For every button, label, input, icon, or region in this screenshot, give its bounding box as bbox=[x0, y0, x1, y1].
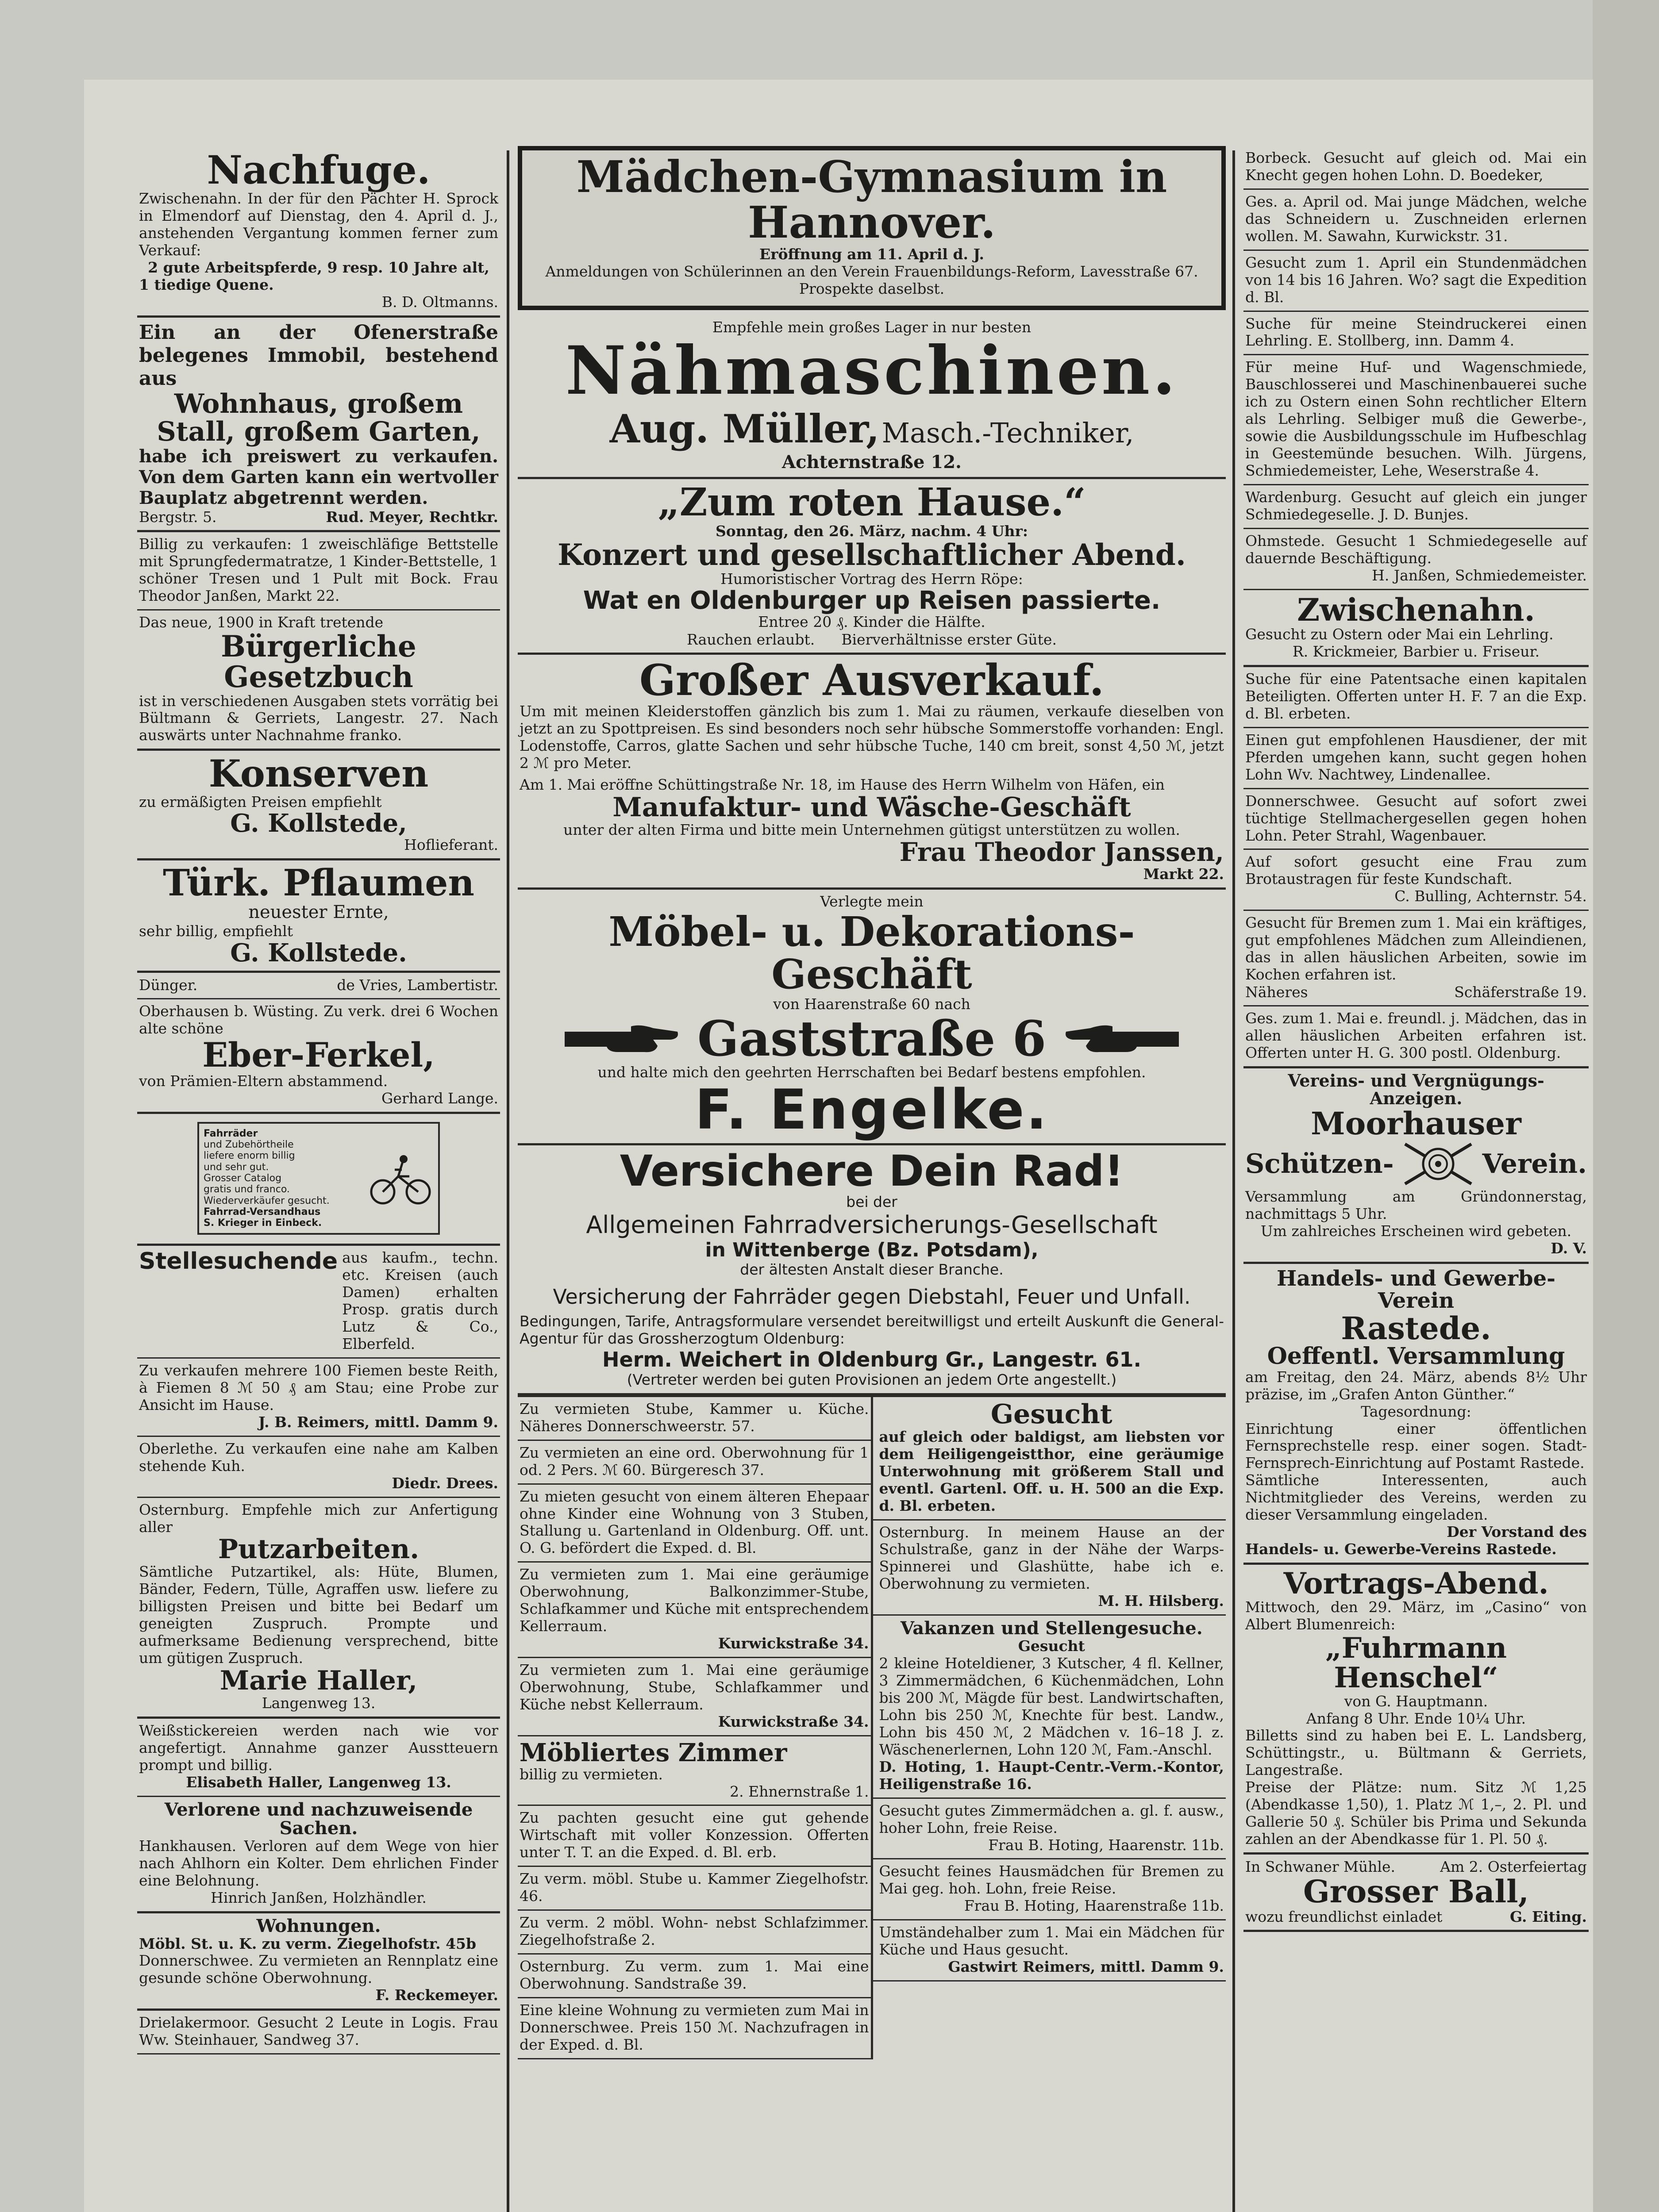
ad-text: Suche für eine Patentsache einen kapitalen Beteiligten. Offerten unter H. F. 7 an die Exp. d. Bl. erbeten. bbox=[1245, 670, 1587, 722]
ad-text: In Schwaner Mühle. bbox=[1245, 1858, 1395, 1876]
ad-text: Zu verm. möbl. Stube u. Kammer Ziegelhofstr. 46. bbox=[520, 1870, 869, 1905]
ad-item: 1 tiedige Quene. bbox=[139, 276, 274, 294]
ad-subtitle: „Fuhrmann Henschel“ bbox=[1325, 1632, 1507, 1695]
ad-text: Einen gut empfohlenen Hausdiener, der mit Pferden umgehen kann, sucht gegen hohen Lohn Wv. Nachtwey, Lindenallee. bbox=[1245, 731, 1587, 783]
ad-text: Am 2. Osterfeiertag bbox=[1440, 1858, 1587, 1876]
ad-text: Donnerschwee. Zu vermieten an Rennplatz eine gesunde schöne Oberwohnung. bbox=[139, 1952, 498, 1987]
ad-text: Das neue, 1900 in Kraft tretende bbox=[139, 613, 384, 631]
ad-text: Zu vermieten zum 1. Mai eine geräumige Oberwohnung, Balkonzimmer-Stube, Schlafkammer und Küche mit entsprechendem Kellerraum. bbox=[520, 1566, 869, 1635]
ad-signature: Gastwirt Reimers, mittl. Damm 9. bbox=[948, 1958, 1224, 1976]
ad-title: Gesucht bbox=[990, 1398, 1112, 1430]
ad-signature: C. Bulling, Achternstr. 54. bbox=[1394, 887, 1587, 905]
ad-text: auf gleich oder baldigst, am liebsten vor dem Heiligengeistthor, eine geräumige Unterwohnung mit größerem Stall und eventl. Gartenl. Off. u. H. 500 an die Exp. d. Bl. erbeten. bbox=[879, 1428, 1224, 1514]
ad-text: Borbeck. Gesucht auf gleich od. Mai ein Knecht gegen hohen Lohn. D. Boedeker, bbox=[1245, 149, 1587, 184]
ad-text: Billig zu verkaufen: 1 zweischläfige Bettstelle mit Sprungfedermatratze, 1 Kinder-Bettstelle, 1 schöner Tresen und 1 Pult mit Bock. Frau Theodor Janßen, Markt 22. bbox=[139, 535, 498, 605]
ad-fahrradversicherung bbox=[518, 1145, 1226, 1395]
ad-text: Gesucht zu Ostern oder Mai ein Lehrling. bbox=[1245, 626, 1554, 643]
target-crossed-rifles-icon bbox=[1403, 1140, 1474, 1188]
box-text: Fahrrad-Versandhaus bbox=[204, 1206, 321, 1217]
ad-title: Versichere Dein Rad! bbox=[620, 1146, 1124, 1196]
ad-ausverkauf bbox=[518, 655, 1226, 889]
box-text: Fahrräder bbox=[204, 1128, 258, 1139]
ad-text: Suche für meine Steindruckerei einen Lehrling. E. Stollberg, inn. Damm 4. bbox=[1245, 315, 1587, 349]
ad-signature: Frau B. Hoting, Haarenstr. 11b. bbox=[988, 1836, 1224, 1854]
bicycle-icon bbox=[367, 1152, 434, 1205]
ad-text: Weißstickereien werden nach wie vor angefertigt. Annahme ganzer Ausstteuern prompt und billig. bbox=[139, 1722, 498, 1774]
ad-text: Preise der Plätze: num. Sitz ℳ 1,25 (Abendkasse 1,50), 1. Platz ℳ 1,–, 2. Pl. und Gallerie 50 ₰. Schüler bis Prima und Sekunda zahlen an der Abendkasse für 1. Pl. 50 ₰. bbox=[1245, 1778, 1587, 1848]
ad-text: Humoristischer Vortrag des Herrn Röpe: bbox=[720, 570, 1023, 588]
ad-signature: F. Reckemeyer. bbox=[375, 1986, 498, 2004]
ad-konserven bbox=[137, 751, 500, 860]
ad-name: G. Kollstede. bbox=[230, 938, 407, 968]
ad-title: Mädchen-Gymnasium in Hannover. bbox=[576, 152, 1167, 248]
ad-name: G. Kollstede, bbox=[230, 809, 407, 838]
ad-signature: Der Vorstand des bbox=[1447, 1523, 1587, 1541]
ad-text: Ohmstede. Gesucht 1 Schmiedegeselle auf dauernde Beschäftigung. bbox=[1245, 532, 1587, 567]
ad-text: Ges. a. April od. Mai junge Mädchen, welche das Schneidern u. Zuschneiden erlernen wollen. M. Sawahn, Kurwickstr. 31. bbox=[1245, 192, 1587, 245]
section-title: Wohnungen. bbox=[256, 1915, 381, 1936]
ad-text: neuester Ernte, bbox=[248, 902, 389, 923]
ad-title: Bürgerliche Gesetzbuch bbox=[221, 629, 416, 695]
ad-text: und halte mich den geehrten Herrschaften bei Bedarf bestens empfohlen. bbox=[597, 1064, 1146, 1081]
ad-text: Osternburg. Empfehle mich zur Anfertigung aller bbox=[139, 1501, 498, 1536]
ad-text: Hoflieferant. bbox=[404, 836, 498, 854]
ad-text: Zu vermieten Stube, Kammer u. Küche. Näheres Donnerschweerstr. 57. bbox=[520, 1400, 869, 1435]
ad-signature: M. H. Hilsberg. bbox=[1098, 1592, 1224, 1610]
ad-text: Wardenburg. Gesucht auf gleich ein junger Schmiedegeselle. J. D. Bunjes. bbox=[1245, 488, 1587, 523]
ad-title: Schützen- bbox=[1245, 1148, 1394, 1180]
ad-text: Gesucht feines Hausmädchen für Bremen zu Mai geg. hoh. Lohn, freie Reise. bbox=[879, 1863, 1224, 1897]
ad-pflaumen bbox=[137, 860, 500, 973]
ad-address: 2. Ehnernstraße 1. bbox=[730, 1782, 869, 1800]
ad-text: Sämtliche Putzartikel, als: Hüte, Blumen, Bänder, Federn, Tülle, Agraffen usw. liefere zu billigsten Preisen und bitte bei Bedarf um geneigten Zuspruch. Prompte und aufmerksame Bedienung versprechend, bitte um gütigen Zuspruch. bbox=[139, 1563, 498, 1667]
section-title: Vereins- und Vergnügungs-Anzeigen. bbox=[1288, 1070, 1544, 1108]
ad-text: zu ermäßigten Preisen empfiehlt bbox=[139, 793, 382, 810]
ad-bettstelle bbox=[137, 532, 500, 611]
column-middle bbox=[518, 146, 1226, 2212]
ad-title: Konserven bbox=[208, 752, 429, 796]
ad-signature: Elisabeth Haller, Langenweg 13. bbox=[186, 1773, 451, 1791]
ad-title: Türk. Pflaumen bbox=[162, 862, 474, 905]
ad-name: Marie Haller, bbox=[219, 1665, 418, 1697]
column-left bbox=[137, 146, 500, 2212]
ad-text: Drielakermoor. Gesucht 2 Leute in Logis. Frau Ww. Steinhauer, Sandweg 37. bbox=[139, 2014, 498, 2049]
ad-title: Rastede. bbox=[1341, 1310, 1491, 1347]
ad-text: aus kaufm., techn. etc. Kreisen (auch Damen) erhalten Prosp. gratis durch Lutz & Co., Elberfeld. bbox=[342, 1249, 498, 1353]
ad-signature: B. D. Oltmanns. bbox=[381, 293, 498, 311]
ad-signature: J. B. Reimers, mittl. Damm 9. bbox=[258, 1413, 498, 1431]
ad-title: Vortrags-Abend. bbox=[1283, 1566, 1549, 1601]
box-text: gratis und franco. bbox=[204, 1184, 290, 1195]
ad-text: der ältesten Anstalt dieser Branche. bbox=[740, 1261, 1004, 1279]
ad-text: Zu vermieten an eine ord. Oberwohnung für 1 od. 2 Pers. ℳ 60. Bürgeresch 37. bbox=[520, 1444, 869, 1479]
ad-logis bbox=[137, 2011, 500, 2055]
ad-subtitle: Wat en Oldenburger up Reisen passierte. bbox=[583, 586, 1161, 615]
ad-ferkel bbox=[137, 999, 500, 1114]
ad-putz bbox=[137, 1498, 500, 1719]
ad-text: Tagesordnung: bbox=[1361, 1402, 1471, 1420]
ad-moebel bbox=[518, 890, 1226, 1146]
box-text: und Zubehörtheile bbox=[204, 1139, 294, 1151]
ad-title: Möbliertes Zimmer bbox=[520, 1738, 787, 1767]
ad-subtitle: Gesucht bbox=[1018, 1637, 1085, 1655]
ad-naehmaschinen bbox=[518, 315, 1226, 480]
ad-text: Billetts sind zu haben bei E. L. Landsberg, Schüttingstr., u. Bültmann & Gerriets, Langestraße. bbox=[1245, 1727, 1587, 1779]
ad-verloren bbox=[137, 1797, 500, 1913]
ad-text: Versammlung am Gründonnerstag, nachmittags 5 Uhr. bbox=[1245, 1188, 1587, 1223]
ad-text: Osternburg. In meinem Hause an der Schulstraße, ganz in der Nähe der Warps-Spinnerei und Glashütte, habe ich e. Oberwohnung zu vermieten. bbox=[879, 1523, 1224, 1593]
ad-stellesuchende bbox=[137, 1246, 500, 1359]
ad-title: „Zum roten Hause.“ bbox=[658, 480, 1086, 525]
box-text: Grosser Catalog bbox=[204, 1172, 282, 1184]
ad-title: Eber-Ferkel, bbox=[202, 1035, 435, 1075]
column-right bbox=[1243, 146, 1589, 2212]
ad-text: Osternburg. Zu verm. zum 1. Mai eine Oberwohnung. Sandstraße 39. bbox=[520, 1958, 869, 1992]
ad-text: Umständehalber zum 1. Mai ein Mädchen für Küche und Haus gesucht. bbox=[879, 1924, 1224, 1959]
ad-title: Zwischenahn. bbox=[1297, 591, 1535, 628]
ad-text: Näheres bbox=[1245, 983, 1308, 1001]
ad-text: Prospekte daselbst. bbox=[799, 280, 945, 297]
ad-text: von G. Hauptmann. bbox=[1344, 1692, 1488, 1710]
ad-text: Gesucht zum 1. April ein Stundenmädchen von 14 bis 16 Jahren. Wo? sagt die Expedition d. Bl. bbox=[1245, 253, 1587, 306]
ad-signature: Diedr. Drees. bbox=[392, 1474, 498, 1492]
ad-text: Anmeldungen von Schülerinnen an den Verein Frauenbildungs-Reform, Lavesstraße 67. bbox=[545, 262, 1198, 280]
fahrrad-box bbox=[197, 1122, 440, 1235]
section-title: Vakanzen und Stellengesuche. bbox=[900, 1618, 1203, 1639]
ad-text: Um mit meinen Kleiderstoffen gänzlich bis zum 1. Mai zu räumen, verkaufe dieselben von jetzt an zu Spottpreisen. Es sind besonders noch sehr hübsche Sommerstoffe vorhanden: Engl. Lodenstoffe, Carros, glatte Sachen und sehr hübsche Tuche, 140 cm breit, sonst 4,50 ℳ, jetzt 2 ℳ pro Meter. bbox=[520, 703, 1224, 772]
ad-duenger bbox=[137, 973, 500, 999]
ad-text: Rauchen erlaubt. bbox=[687, 631, 815, 649]
ad-text: von Haarenstraße 60 nach bbox=[773, 995, 970, 1013]
ad-text: Zu vermieten zum 1. Mai eine geräumige Oberwohnung, Stube, Schlafkammer und Küche nebst Kellerraum. bbox=[520, 1661, 869, 1713]
newspaper-page bbox=[84, 80, 1593, 2212]
ad-text: Zu verm. 2 möbl. Wohn- nebst Schlafzimmer. Ziegelhofstraße 2. bbox=[520, 1914, 869, 1949]
small-ads-split bbox=[518, 1395, 1226, 2059]
ad-text: Zwischenahn. In der für den Pächter H. Sprock in Elmendorf auf Dienstag, den 4. April d. J., anstehenden Vergantung kommen ferner zum Verkauf: bbox=[139, 190, 498, 259]
ad-text: Möbl. St. u. K. zu verm. Ziegelhofstr. 45b bbox=[139, 1935, 477, 1952]
ad-name: Aug. Müller, bbox=[609, 406, 880, 452]
pointing-hand-right-icon bbox=[565, 1018, 680, 1058]
ad-gymnasium bbox=[518, 146, 1226, 310]
ad-text: Sämtliche Interessenten, auch Nichtmitglieder des Vereins, werden zu dieser Versammlung eingeladen. bbox=[1245, 1471, 1587, 1524]
ad-text: Mittwoch, den 29. März, im „Casino“ von Albert Blumenreich: bbox=[1245, 1598, 1587, 1633]
ad-text: Zu verkaufen mehrere 100 Fiemen beste Reith, à Fiemen 8 ℳ 50 ₰ am Stau; eine Probe zur Ansicht im Hause. bbox=[139, 1362, 498, 1413]
ad-text: Zu mieten gesucht von einem älteren Ehepaar ohne Kinder eine Wohnung von 3 Stuben, Stallung u. Gartenland in Oldenburg. Off. unt. O. G. befördert die Exped. d. Bl. bbox=[520, 1487, 869, 1557]
ad-text: ist in verschiedenen Ausgaben stets vorrätig bei Bültmann & Gerriets, Langestr. 27. Nach auswärts unter Nachnahme franko. bbox=[139, 692, 498, 744]
ad-signature: Frau Theodor Janssen, bbox=[899, 837, 1224, 867]
ad-title: Grosser Ball, bbox=[1303, 1873, 1529, 1910]
ad-title: Putzarbeiten. bbox=[218, 1534, 420, 1565]
ad-signature: H. Janßen, Schmiedemeister. bbox=[1372, 566, 1587, 584]
ad-address: Achternstraße 12. bbox=[782, 452, 962, 473]
ad-signature: de Vries, Lambertistr. bbox=[337, 976, 498, 994]
ad-text: Hankhausen. Verloren auf dem Wege von hier nach Ahlhorn ein Kolter. Dem ehrlichen Finder eine Belohnung. bbox=[139, 1837, 498, 1889]
ad-address: Kurwickstraße 34. bbox=[718, 1635, 869, 1652]
ad-name: F. Engelke. bbox=[695, 1078, 1049, 1142]
ad-address: Langenweg 13. bbox=[262, 1694, 376, 1712]
ad-title: Möbel- u. Dekorations-Geschäft bbox=[608, 907, 1135, 998]
ad-address: Gaststraße 6 bbox=[697, 1010, 1047, 1067]
ad-title: Stellesuchende bbox=[139, 1248, 338, 1275]
ad-address: Kurwickstraße 34. bbox=[718, 1713, 869, 1730]
ad-subtitle: Versicherung der Fahrräder gegen Diebstahl, Feuer und Unfall. bbox=[553, 1285, 1191, 1309]
ad-text: Auf sofort gesucht eine Frau zum Brotaustragen für feste Kundschaft. bbox=[1245, 853, 1587, 888]
ad-text: von Prämien-Eltern abstammend. bbox=[139, 1072, 388, 1090]
ad-text: Empfehle mein großes Lager in nur besten bbox=[712, 318, 1032, 336]
ad-text: Oberhausen b. Wüsting. Zu verk. drei 6 Wochen alte schöne bbox=[139, 1002, 498, 1037]
ad-text: Ein an der Ofenerstraße belegenes Immobil, bestehend aus bbox=[139, 321, 498, 390]
ad-text: bei der bbox=[846, 1193, 897, 1211]
ad-text: sehr billig, empfiehlt bbox=[139, 922, 293, 940]
ad-text: Bierverhältnisse erster Güte. bbox=[841, 631, 1057, 649]
ad-signature: Gerhard Lange. bbox=[381, 1089, 498, 1107]
ad-subtitle: Allgemeinen Fahrradversicherungs-Gesellschaft bbox=[586, 1211, 1158, 1239]
ad-signature: Rud. Meyer, Rechtkr. bbox=[326, 508, 498, 526]
ad-wohnungen bbox=[137, 1913, 500, 2011]
ad-text: Verlegte mein bbox=[820, 892, 924, 910]
ad-text: (Vertreter werden bei guten Provisionen an jedem Orte angestellt.) bbox=[627, 1371, 1117, 1388]
ad-address: Bergstr. 5. bbox=[139, 508, 217, 526]
ad-subtitle: Konzert und gesellschaftlicher Abend. bbox=[558, 538, 1186, 572]
ad-text: wozu freundlichst einladet bbox=[1245, 1908, 1443, 1925]
ad-text: 2 kleine Hoteldiener, 3 Kutscher, 4 fl. Kellner, 3 Zimmermädchen, 6 Küchenmädchen, Lohn bis 200 ℳ, Mägde für best. Landwirtschaften, Lohn bis 250 ℳ, Knechte für best. Landw., Lohn bis 450 ℳ, 2 Mädchen v. 16–18 J. z. Wäschenerlernen, Lohn 120 ℳ, Fam.-Anschl. bbox=[879, 1655, 1224, 1758]
ad-text: unter der alten Firma und bitte mein Unternehmen gütigst unterstützen zu wollen. bbox=[563, 821, 1180, 838]
ad-text: Eröffnung am 11. April d. J. bbox=[759, 245, 985, 263]
ad-text: Gesucht für Bremen zum 1. Mai ein kräftiges, gut empfohlenes Mädchen zum Alleindienen, das in allen häuslichen Arbeiten, sowie im Kochen erfahren ist. bbox=[1245, 914, 1587, 983]
ad-title: Großer Ausverkauf. bbox=[639, 655, 1105, 706]
ad-roten-hause bbox=[518, 479, 1226, 655]
ad-fiemen bbox=[137, 1359, 500, 1437]
ad-text: Sonntag, den 26. März, nachm. 4 Uhr: bbox=[715, 522, 1028, 540]
ad-nachfuge bbox=[137, 146, 500, 318]
page-edge bbox=[1593, 0, 1659, 2212]
ad-text: Oberlethe. Zu verkaufen eine nahe am Kalben stehende Kuh. bbox=[139, 1440, 498, 1475]
ad-immobil bbox=[137, 318, 500, 532]
box-text: Wiederverkäufer gesucht. bbox=[204, 1195, 330, 1206]
ad-text: habe ich preiswert zu verkaufen. Von dem Garten kann ein wertvoller Bauplatz abgetrennt werden. bbox=[139, 445, 498, 509]
ad-text: Gesucht gutes Zimmermädchen a. gl. f. ausw., hoher Lohn, freie Reise. bbox=[879, 1801, 1224, 1836]
ad-title: Verein. bbox=[1482, 1148, 1587, 1180]
ad-fahrrad bbox=[137, 1114, 500, 1246]
box-text: liefere enorm billig bbox=[204, 1150, 295, 1162]
small-ads-right bbox=[873, 1397, 1226, 2059]
section-title: Verlorene und nachzuweisende Sachen. bbox=[164, 1799, 473, 1839]
ad-text: Donnerschwee. Gesucht auf sofort zwei tüchtige Stellmachergesellen gegen hohen Lohn. Peter Strahl, Wagenbauer. bbox=[1245, 792, 1587, 844]
ad-subtitle: Manufaktur- und Wäsche-Geschäft bbox=[612, 791, 1131, 823]
ad-title: Moorhauser bbox=[1311, 1105, 1521, 1142]
ad-text: Für meine Huf- und Wagenschmiede, Bauschlosserei und Maschinenbauerei suche ich zu Ostern einen Sohn rechtlicher Eltern als Lehrling. Selbiger muß die Gewerbe-, sowie die Ausbildungsschule im Hufbeschlag in Geestemünde besuchen. Wilh. Jürgens, Schmiedemeister, Lehe, Weserstraße 4. bbox=[1245, 358, 1587, 479]
ad-title: Nachfuge. bbox=[207, 147, 431, 193]
ad-signature: D. Hoting, 1. Haupt-Centr.-Verm.-Kontor, Heiligenstraße 16. bbox=[879, 1758, 1224, 1793]
column-rule bbox=[507, 150, 509, 2212]
ad-address: Markt 22. bbox=[1143, 865, 1224, 883]
ad-signature: D. V. bbox=[1551, 1239, 1587, 1257]
ad-title: Wohnhaus, großem Stall, großem Garten, bbox=[157, 388, 481, 447]
ad-text: Masch.-Techniker, bbox=[881, 417, 1134, 449]
ad-text: Ges. zum 1. Mai e. freundl. j. Mädchen, das in allen häuslichen Arbeiten erfahren ist. Offerten unter H. G. 300 postl. Oldenburg. bbox=[1245, 1010, 1587, 1061]
small-ads-left bbox=[518, 1397, 873, 2059]
ad-signature: R. Krickmeier, Barbier u. Friseur. bbox=[1292, 643, 1540, 661]
box-text: S. Krieger in Einbeck. bbox=[204, 1217, 322, 1229]
ad-text: Zu pachten gesucht eine gut gehende Wirtschaft mit voller Konzession. Offerten unter T. T. an die Exped. d. Bl. erb. bbox=[520, 1809, 869, 1861]
ad-bgb bbox=[137, 611, 500, 751]
ad-kuh bbox=[137, 1437, 500, 1498]
ad-title: Handels- und Gewerbe-Verein bbox=[1276, 1266, 1556, 1313]
ad-item: 2 gute Arbeitspferde, 9 resp. 10 Jahre alt, bbox=[148, 259, 489, 276]
ad-address: Schäferstraße 19. bbox=[1454, 983, 1587, 1001]
pointing-hand-left-icon bbox=[1064, 1018, 1179, 1058]
ad-subtitle: Oeffentl. Versammlung bbox=[1267, 1343, 1565, 1370]
column-rule bbox=[1232, 150, 1235, 2212]
ad-text: Um zahlreiches Erscheinen wird gebeten. bbox=[1260, 1222, 1572, 1240]
ad-signature: Hinrich Janßen, Holzhändler. bbox=[211, 1889, 427, 1906]
ad-text: billig zu vermieten. bbox=[520, 1765, 663, 1783]
ad-signature: Handels- u. Gewerbe-Vereins Rastede. bbox=[1245, 1540, 1557, 1558]
ad-text: Anfang 8 Uhr. Ende 10¼ Uhr. bbox=[1306, 1709, 1526, 1727]
ad-signature: G. Eiting. bbox=[1509, 1908, 1587, 1925]
ad-text: Am 1. Mai eröffne Schüttingstraße Nr. 18, im Hause des Herrn Wilhelm von Häfen, ein bbox=[520, 776, 1165, 793]
ad-text: am Freitag, den 24. März, abends 8½ Uhr präzise, im „Grafen Anton Günther.“ bbox=[1245, 1368, 1587, 1403]
ad-text: Dünger. bbox=[139, 976, 198, 994]
ad-text: Entree 20 ₰. Kinder die Hälfte. bbox=[758, 613, 985, 631]
ad-text: in Wittenberge (Bz. Potsdam), bbox=[705, 1239, 1039, 1262]
ad-text: Eine kleine Wohnung zu vermieten zum Mai in Donnerschwee. Preis 150 ℳ. Nachzufragen in der Exped. d. Bl. bbox=[520, 2001, 869, 2053]
ad-text: Bedingungen, Tarife, Antragsformulare versendet bereitwilligst und erteilt Auskunft die General-Agentur für das Grossherzogtum Oldenburg: bbox=[520, 1313, 1224, 1347]
ad-title: Nähmaschinen. bbox=[565, 331, 1178, 410]
ad-weiss bbox=[137, 1719, 500, 1797]
box-text: und sehr gut. bbox=[204, 1161, 269, 1173]
ad-signature: Frau B. Hoting, Haarenstraße 11b. bbox=[964, 1897, 1224, 1915]
ad-text: Einrichtung einer öffentlichen Fernsprechstelle resp. einer sogen. Stadt-Fernsprech-Einrichtung auf Postamt Rastede. bbox=[1245, 1420, 1587, 1472]
ad-name: Herm. Weichert in Oldenburg Gr., Langestr. 61. bbox=[602, 1347, 1141, 1371]
